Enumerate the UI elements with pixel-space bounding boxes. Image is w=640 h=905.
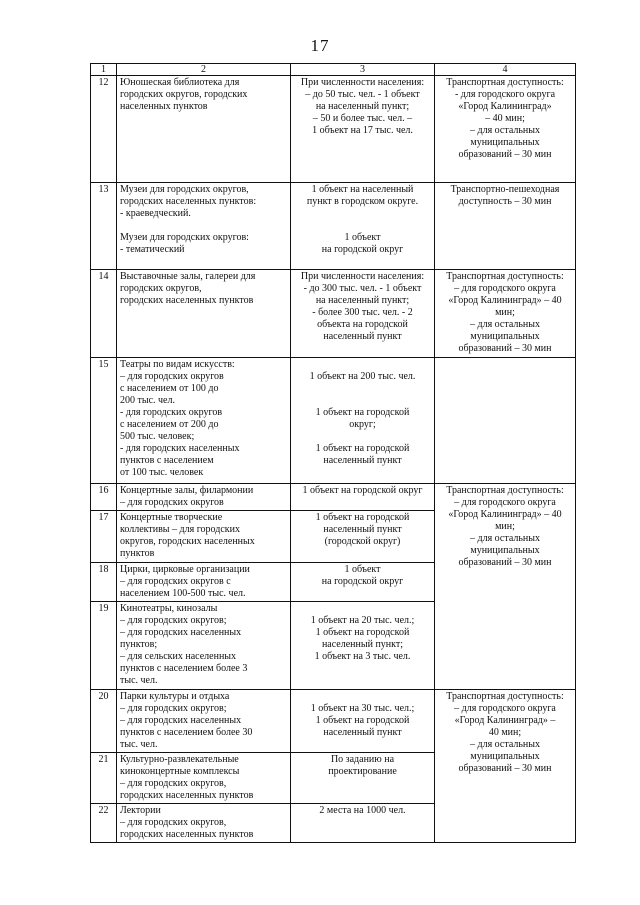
row-number: 20 — [91, 690, 117, 753]
cell-line: пунктов — [120, 548, 155, 559]
access-cell — [435, 690, 576, 843]
cell-line: - для городских округов — [120, 407, 223, 418]
cell-line: – для остальных — [469, 319, 540, 330]
cell-line: 1 объект на городской округ — [302, 485, 423, 496]
cell-line: «Город Калининград» – 40 — [448, 509, 562, 520]
cell-line: «Город Калининград» – 40 — [448, 295, 562, 306]
cell-line: образований – 30 мин — [458, 557, 552, 568]
cell-line: – для городских населенных — [120, 627, 242, 638]
cell-line: 1 объект — [344, 232, 381, 243]
cell-line: коллективы – для городских — [120, 524, 241, 535]
cell-line: тыс. чел. — [120, 739, 158, 750]
cell-line: Музеи для городских округов: — [120, 232, 249, 243]
cell-line: мин; — [495, 307, 515, 318]
cell-line: – для городских округов с — [120, 576, 231, 587]
cell-line: Выставочные залы, галереи для — [120, 271, 256, 282]
cell-line: – 40 мин; — [485, 113, 525, 124]
cell-line: – для остальных — [469, 125, 540, 136]
norm-cell — [291, 511, 435, 563]
cell-line: Театры по видам искусств: — [120, 359, 235, 370]
header-cell: 4 — [435, 64, 576, 76]
cell-line: – для городских округов, — [120, 817, 227, 828]
facility-cell — [117, 511, 291, 563]
cell-line: населенный пункт — [323, 524, 402, 535]
norm-cell — [291, 804, 435, 843]
cell-line: – для городского округа — [454, 283, 556, 294]
access-cell — [435, 183, 576, 270]
cell-line: образований – 30 мин — [458, 149, 552, 160]
norm-cell — [291, 563, 435, 602]
cell-line: муниципальных — [470, 331, 540, 342]
access-cell — [435, 270, 576, 358]
cell-line: проектирование — [328, 766, 397, 777]
cell-line — [294, 208, 431, 220]
cell-line: 1 объект на 20 тыс. чел.; — [310, 615, 415, 626]
cell-line: - для городского округа — [454, 89, 556, 100]
table-row — [91, 270, 576, 358]
cell-line: объекта на городской — [317, 319, 408, 330]
cell-line: Культурно-развлекательные — [120, 754, 239, 765]
cell-line — [120, 220, 287, 232]
cell-line: доступность – 30 мин — [458, 196, 552, 207]
cell-line — [294, 691, 431, 703]
header-cell: 3 — [291, 64, 435, 76]
cell-line: - тематический — [120, 244, 185, 255]
cell-line: мин; — [495, 521, 515, 532]
cell-line: – для городского округа — [454, 703, 556, 714]
cell-line: с населением от 100 до — [120, 383, 219, 394]
facility-cell — [117, 602, 291, 690]
row-number: 17 — [91, 511, 117, 563]
cell-line: – для городских округов; — [120, 703, 227, 714]
cell-line: округов, городских населенных — [120, 536, 255, 547]
facility-cell — [117, 183, 291, 270]
cell-line: Транспортная доступность: — [446, 485, 564, 496]
cell-line: Транспортная доступность: — [446, 271, 564, 282]
cell-line: - для городских населенных — [120, 443, 240, 454]
cell-line: 1 объект на городской — [315, 512, 410, 523]
cell-line: 1 объект на городской — [315, 407, 410, 418]
cell-line: городских населенных пунктов — [120, 829, 254, 840]
cell-line: городских округов, городских — [120, 89, 248, 100]
cell-line: – для городского округа — [454, 497, 556, 508]
cell-line: – для городских округов; — [120, 615, 227, 626]
cell-line — [294, 395, 431, 407]
cell-line: городских населенных пунктов — [120, 295, 254, 306]
cell-line: Транспортная доступность: — [446, 77, 564, 88]
cell-line: Лектории — [120, 805, 161, 816]
norm-cell — [291, 183, 435, 270]
cell-line: 40 мин; — [488, 727, 522, 738]
cell-line: пункт в городском округе. — [306, 196, 419, 207]
cell-line: – для сельских населенных — [120, 651, 237, 662]
cell-line: на населенный пункт; — [315, 101, 410, 112]
norm-cell — [291, 484, 435, 511]
access-cell — [435, 76, 576, 183]
cell-line: населенный пункт — [323, 727, 402, 738]
cell-line: - до 300 тыс. чел. - 1 объект — [303, 283, 422, 294]
cell-line: образований – 30 мин — [458, 343, 552, 354]
cell-line: Концертные творческие — [120, 512, 223, 523]
cell-line — [294, 220, 431, 232]
cell-line: муниципальных — [470, 137, 540, 148]
cell-line: Юношеская библиотека для — [120, 77, 240, 88]
norm-cell — [291, 602, 435, 690]
row-number: 13 — [91, 183, 117, 270]
norm-cell — [291, 690, 435, 753]
cell-line: киноконцертные комплексы — [120, 766, 240, 777]
facility-cell — [117, 484, 291, 511]
cell-line: 1 объект на городской — [315, 443, 410, 454]
norm-cell — [291, 753, 435, 804]
cell-line — [294, 383, 431, 395]
cell-line: 1 объект на 17 тыс. чел. — [312, 125, 413, 136]
row-number: 15 — [91, 358, 117, 484]
cell-line: образований – 30 мин — [458, 763, 552, 774]
facility-cell — [117, 804, 291, 843]
cell-line: Парки культуры и отдыха — [120, 691, 230, 702]
row-number: 18 — [91, 563, 117, 602]
table-row — [91, 358, 576, 484]
cell-line: По заданию на — [330, 754, 395, 765]
cell-line: Транспортно-пешеходная — [450, 184, 560, 195]
cell-line: от 100 тыс. человек — [120, 467, 204, 478]
cell-line: на городской округ — [321, 576, 404, 587]
norm-cell — [291, 76, 435, 183]
cell-line: 200 тыс. чел. — [120, 395, 175, 406]
row-number: 16 — [91, 484, 117, 511]
facility-cell — [117, 563, 291, 602]
row-number: 19 — [91, 602, 117, 690]
cell-line: на городской округ — [321, 244, 404, 255]
row-number: 14 — [91, 270, 117, 358]
cell-line: – до 50 тыс. чел. - 1 объект — [305, 89, 420, 100]
cell-line: населенный пункт — [323, 455, 402, 466]
cell-line: муниципальных — [470, 545, 540, 556]
facility-cell — [117, 358, 291, 484]
cell-line: (городской округ) — [324, 536, 401, 547]
access-cell — [435, 358, 576, 484]
cell-line: «Город Калининград» – — [454, 715, 556, 726]
cell-line: 1 объект на 30 тыс. чел.; — [310, 703, 415, 714]
norm-cell — [291, 270, 435, 358]
cell-line: округ; — [349, 419, 376, 430]
cell-line: 1 объект на 3 тыс. чел. — [314, 651, 411, 662]
cell-line: Концертные залы, филармонии — [120, 485, 254, 496]
cell-line: Музеи для городских округов, — [120, 184, 249, 195]
row-number: 22 — [91, 804, 117, 843]
cell-line: – для городских населенных — [120, 715, 242, 726]
norms-table — [90, 63, 576, 843]
facility-cell — [117, 270, 291, 358]
cell-line: городских населенных пунктов: — [120, 196, 257, 207]
cell-line — [294, 359, 431, 371]
cell-line: пунктов с населением более 3 — [120, 663, 248, 674]
cell-line: 1 объект на городской — [315, 627, 410, 638]
cell-line: пунктов с населением — [120, 455, 214, 466]
cell-line: Цирки, цирковые организации — [120, 564, 250, 575]
cell-line: населением 100-500 тыс. чел. — [120, 588, 246, 599]
access-cell — [435, 484, 576, 690]
cell-line: муниципальных — [470, 751, 540, 762]
cell-line: – для городских округов — [120, 371, 224, 382]
cell-line: населенный пункт — [323, 331, 402, 342]
cell-line: населенных пунктов — [120, 101, 208, 112]
cell-line: Кинотеатры, кинозалы — [120, 603, 218, 614]
table-row — [91, 76, 576, 183]
cell-line — [294, 431, 431, 443]
cell-line: - более 300 тыс. чел. - 2 — [312, 307, 413, 318]
table-row — [91, 183, 576, 270]
cell-line: населенный пункт; — [321, 639, 404, 650]
cell-line: 1 объект на городской — [315, 715, 410, 726]
cell-line: пунктов; — [120, 639, 158, 650]
cell-line: 2 места на 1000 чел. — [319, 805, 406, 816]
table-row — [91, 690, 576, 753]
cell-line: – для городских округов — [120, 497, 224, 508]
header-cell: 2 — [117, 64, 291, 76]
norm-cell — [291, 358, 435, 484]
header-row — [91, 64, 576, 76]
table-row — [91, 484, 576, 511]
cell-line: – для остальных — [469, 533, 540, 544]
cell-line: 1 объект — [344, 564, 381, 575]
cell-line: 1 объект на 200 тыс. чел. — [309, 371, 416, 382]
cell-line: При численности населения: — [300, 77, 425, 88]
page-number: 17 — [310, 36, 330, 55]
cell-line — [294, 603, 431, 615]
cell-line: тыс. чел. — [120, 675, 158, 686]
cell-line: на населенный пункт; — [315, 295, 410, 306]
row-number: 12 — [91, 76, 117, 183]
facility-cell — [117, 690, 291, 753]
cell-line: При численности населения: — [300, 271, 425, 282]
cell-line: с населением от 200 до — [120, 419, 219, 430]
cell-line: «Город Калининград» — [458, 101, 552, 112]
cell-line: городских округов, — [120, 283, 202, 294]
cell-line: Транспортная доступность: — [446, 691, 564, 702]
cell-line: городских населенных пунктов — [120, 790, 254, 801]
row-number: 21 — [91, 753, 117, 804]
cell-line: пунктов с населением более 30 — [120, 727, 253, 738]
cell-line: – для остальных — [469, 739, 540, 750]
facility-cell — [117, 753, 291, 804]
cell-line: 500 тыс. человек; — [120, 431, 195, 442]
cell-line: 1 объект на населенный — [311, 184, 414, 195]
cell-line: - краеведческий. — [120, 208, 191, 219]
cell-line: – 50 и более тыс. чел. – — [312, 113, 413, 124]
facility-cell — [117, 76, 291, 183]
cell-line: – для городских округов, — [120, 778, 227, 789]
header-cell: 1 — [91, 64, 117, 76]
